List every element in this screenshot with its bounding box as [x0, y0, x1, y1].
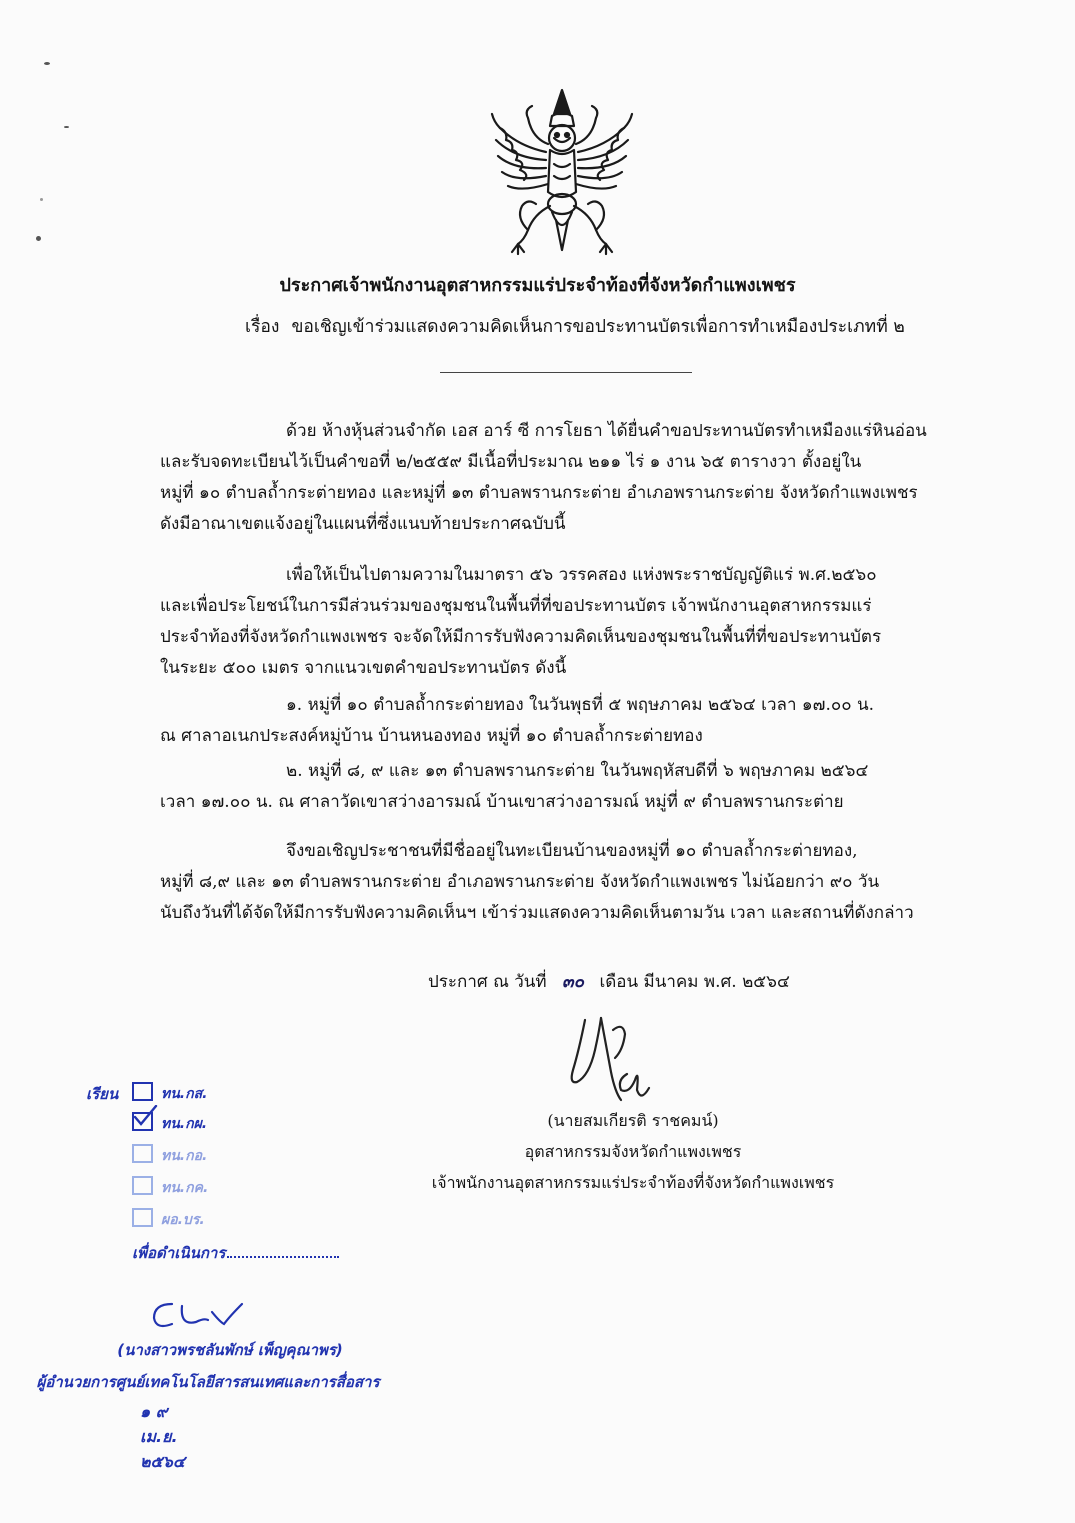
routing-item-label: ทน.กค.	[161, 1180, 209, 1196]
signer-block	[398, 1105, 868, 1198]
routing-label: เรียน	[86, 1085, 119, 1103]
dotted-line	[227, 1256, 339, 1258]
stamp-signer-position: ผู้อำนวยการศูนย์เทคโนโลยีสารสนเทศและการสื่อสาร	[36, 1373, 380, 1391]
announcement-title: ประกาศเจ้าพนักงานอุตสาหกรรมแร่ประจำท้องที่จังหวัดกำแพงเพชร	[279, 275, 796, 296]
routing-item	[132, 1144, 207, 1167]
checkbox-icon	[132, 1176, 153, 1195]
routing-item	[132, 1082, 207, 1105]
garuda-emblem-icon	[488, 88, 636, 260]
subject-text: ขอเชิญเข้าร่วมแสดงความคิดเห็นการขอประทานบัตรเพื่อการทำเหมืองประเภทที่ ๒	[291, 317, 905, 337]
text-line: เพื่อให้เป็นไปตามความในมาตรา ๕๖ วรรคสอง แห่งพระราชบัญญัติแร่ พ.ศ.๒๕๖๐	[286, 565, 877, 585]
announcement-date	[428, 968, 790, 995]
checkbox-icon	[132, 1144, 153, 1163]
text-line: ๑. หมู่ที่ ๑๐ ตำบลถ้ำกระต่ายทอง ในวันพุธที่ ๕ พฤษภาคม ๒๕๖๔ เวลา ๑๗.๐๐ น.	[286, 695, 875, 715]
stamp-signer-name: (นางสาวพรชลันพักษ์ เพ็ญคุณาพร)	[117, 1341, 343, 1359]
scan-speck	[36, 236, 41, 241]
signer-title-1: อุตสาหกรรมจังหวัดกำแพงเพชร	[524, 1142, 742, 1161]
hearing-item-1	[160, 690, 950, 752]
handwritten-signature-icon	[555, 1010, 675, 1110]
text-line: หมู่ที่ ๘,๙ และ ๑๓ ตำบลพรานกระต่าย อำเภอพรานกระต่าย จังหวัดกำแพงเพชร ไม่น้อยกว่า ๙๐ วัน	[160, 872, 880, 892]
paragraph-invitation	[160, 836, 950, 929]
routing-item-label: ทน.กส.	[161, 1086, 208, 1102]
checkbox-icon	[132, 1208, 153, 1227]
scan-speck	[44, 62, 50, 65]
text-line: ด้วย ห้างหุ้นส่วนจำกัด เอส อาร์ ซี การโยธา ได้ยื่นคำขอประทานบัตรทำเหมืองแร่หินอ่อน	[286, 421, 927, 441]
text-line: นับถึงวันที่ได้จัดให้มีการรับฟังความคิดเห็นฯ เข้าร่วมแสดงความคิดเห็นตามวัน เวลา และสถานที่ดังกล่าว	[160, 903, 914, 923]
checkbox-checked-icon	[132, 1112, 153, 1131]
routing-item	[132, 1176, 208, 1199]
routing-action-label: เพื่อดำเนินการ	[132, 1244, 226, 1262]
routing-item-label: ทน.กอ.	[161, 1148, 208, 1164]
text-line: เวลา ๑๗.๐๐ น. ณ ศาลาวัดเขาสว่างอารมณ์ บ้านเขาสว่างอารมณ์ หมู่ที่ ๙ ตำบลพรานกระต่าย	[160, 792, 844, 812]
paragraph-hearing	[160, 560, 950, 684]
stamp-date: ๑ ๙ เม.ย. ๒๕๖๔	[140, 1402, 185, 1471]
title-divider	[440, 372, 692, 373]
subject-label: เรื่อง	[245, 317, 280, 337]
text-line: ในระยะ ๕๐๐ เมตร จากแนวเขตคำขอประทานบัตร ดังนี้	[160, 658, 567, 678]
routing-item	[132, 1208, 205, 1231]
paragraph-application	[160, 416, 950, 540]
signer-title-2: เจ้าพนักงานอุตสาหกรรมแร่ประจำท้องที่จังหวัดกำแพงเพชร	[431, 1173, 835, 1192]
text-line: ดังมีอาณาเขตแจ้งอยู่ในแผนที่ซึ่งแนบท้ายประกาศฉบับนี้	[160, 514, 566, 534]
scan-speck	[40, 198, 43, 201]
routing-item-label: ผอ.บร.	[161, 1212, 205, 1228]
routing-item	[132, 1112, 207, 1135]
initials-signature-icon	[146, 1290, 276, 1340]
scan-speck	[64, 126, 69, 128]
text-line: ณ ศาลาอเนกประสงค์หมู่บ้าน บ้านหนองทอง หมู่ที่ ๑๐ ตำบลถ้ำกระต่ายทอง	[160, 726, 703, 746]
date-suffix: เดือน มีนาคม พ.ศ. ๒๕๖๔	[599, 972, 790, 992]
text-line: หมู่ที่ ๑๐ ตำบลถ้ำกระต่ายทอง และหมู่ที่ ๑๓ ตำบลพรานกระต่าย อำเภอพรานกระต่าย จังหวัดกำแพงเพชร	[160, 483, 918, 503]
routing-item-label: ทน.กผ.	[161, 1116, 208, 1132]
checkbox-icon	[132, 1082, 153, 1101]
date-day-handwritten: ๓๐	[562, 972, 585, 992]
hearing-item-2	[160, 756, 950, 818]
date-prefix: ประกาศ ณ วันที่	[428, 972, 547, 992]
text-line: ๒. หมู่ที่ ๘, ๙ และ ๑๓ ตำบลพรานกระต่าย ในวันพฤหัสบดีที่ ๖ พฤษภาคม ๒๕๖๔	[286, 761, 869, 781]
routing-action	[132, 1241, 339, 1265]
text-line: ประจำท้องที่จังหวัดกำแพงเพชร จะจัดให้มีการรับฟังความคิดเห็นของชุมชนในพื้นที่ที่ขอประทานบัตร	[160, 627, 882, 647]
text-line: และเพื่อประโยชน์ในการมีส่วนร่วมของชุมชนในพื้นที่ที่ขอประทานบัตร เจ้าพนักงานอุตสาหกรรมแร่	[160, 596, 872, 616]
text-line: และรับจดทะเบียนไว้เป็นคำขอที่ ๒/๒๕๕๙ มีเนื้อที่ประมาณ ๒๑๑ ไร่ ๑ งาน ๖๕ ตารางวา ตั้งอยู่ใน	[160, 452, 862, 472]
signer-name: (นายสมเกียรติ ราชคมน์)	[547, 1111, 719, 1130]
checkmark-icon	[132, 1105, 158, 1127]
subject-line	[245, 312, 905, 340]
text-line: จึงขอเชิญประชาชนที่มีชื่ออยู่ในทะเบียนบ้านของหมู่ที่ ๑๐ ตำบลถ้ำกระต่ายทอง,	[286, 841, 858, 861]
